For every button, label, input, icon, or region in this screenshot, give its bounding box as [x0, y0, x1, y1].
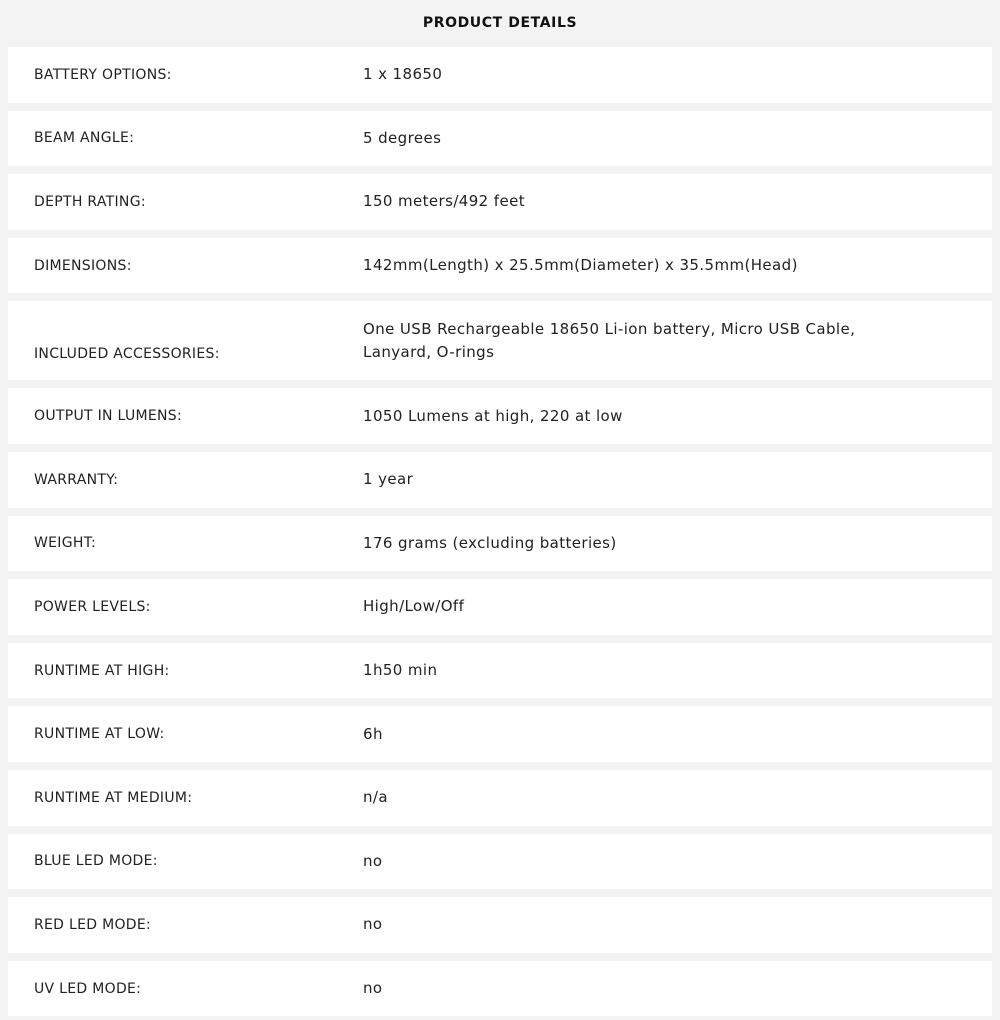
spec-label: POWER LEVELS:	[34, 598, 151, 615]
spec-row-battery-options	[8, 47, 992, 103]
spec-row-warranty	[8, 452, 992, 508]
spec-row-runtime-at-medium	[8, 770, 992, 826]
spec-table	[8, 47, 992, 1016]
spec-row-output-in-lumens	[8, 388, 992, 444]
spec-value: no	[363, 915, 383, 934]
spec-label: RUNTIME AT MEDIUM:	[34, 789, 193, 806]
spec-row-uv-led-mode	[8, 961, 992, 1017]
spec-label: UV LED MODE:	[34, 980, 142, 997]
spec-value: 142mm(Length) x 25.5mm(Diameter) x 35.5mm(Head)	[363, 256, 798, 275]
spec-label: RED LED MODE:	[34, 916, 152, 933]
spec-label: BEAM ANGLE:	[34, 130, 135, 147]
spec-row-depth-rating	[8, 174, 992, 230]
spec-value: no	[363, 851, 383, 870]
spec-row-dimensions	[8, 238, 992, 294]
spec-label: BATTERY OPTIONS:	[34, 66, 172, 83]
spec-label: WEIGHT:	[34, 535, 97, 552]
spec-value: 1 x 18650	[363, 65, 443, 84]
spec-label: DEPTH RATING:	[34, 193, 146, 210]
spec-row-red-led-mode	[8, 897, 992, 953]
spec-label: WARRANTY:	[34, 471, 119, 488]
spec-row-weight	[8, 516, 992, 572]
spec-label: RUNTIME AT HIGH:	[34, 662, 170, 679]
spec-label: RUNTIME AT LOW:	[34, 726, 165, 743]
spec-row-runtime-at-low	[8, 706, 992, 762]
spec-row-power-levels	[8, 579, 992, 635]
spec-row-blue-led-mode	[8, 834, 992, 890]
spec-value: 1h50 min	[363, 661, 438, 680]
spec-value: 1 year	[363, 470, 414, 489]
spec-value: 1050 Lumens at high, 220 at low	[363, 406, 623, 425]
spec-value: 150 meters/492 feet	[363, 192, 526, 211]
spec-value: One USB Rechargeable 18650 Li-ion battery, Micro USB Cable, Lanyard, O-rings	[363, 320, 856, 362]
spec-label: OUTPUT IN LUMENS:	[34, 408, 183, 425]
spec-value: 5 degrees	[363, 128, 442, 147]
spec-value: 176 grams (excluding batteries)	[363, 533, 617, 552]
spec-label: INCLUDED ACCESSORIES:	[34, 346, 220, 363]
spec-value: no	[363, 979, 383, 998]
panel-title: PRODUCT DETAILS	[422, 15, 578, 31]
spec-value: 6h	[363, 724, 383, 743]
spec-label: BLUE LED MODE:	[34, 853, 158, 870]
spec-value: High/Low/Off	[363, 597, 465, 616]
spec-label: DIMENSIONS:	[34, 257, 132, 274]
spec-row-runtime-at-high	[8, 643, 992, 699]
spec-value: n/a	[363, 788, 388, 807]
spec-row-beam-angle	[8, 111, 992, 167]
spec-row-included-accessories	[8, 301, 992, 380]
